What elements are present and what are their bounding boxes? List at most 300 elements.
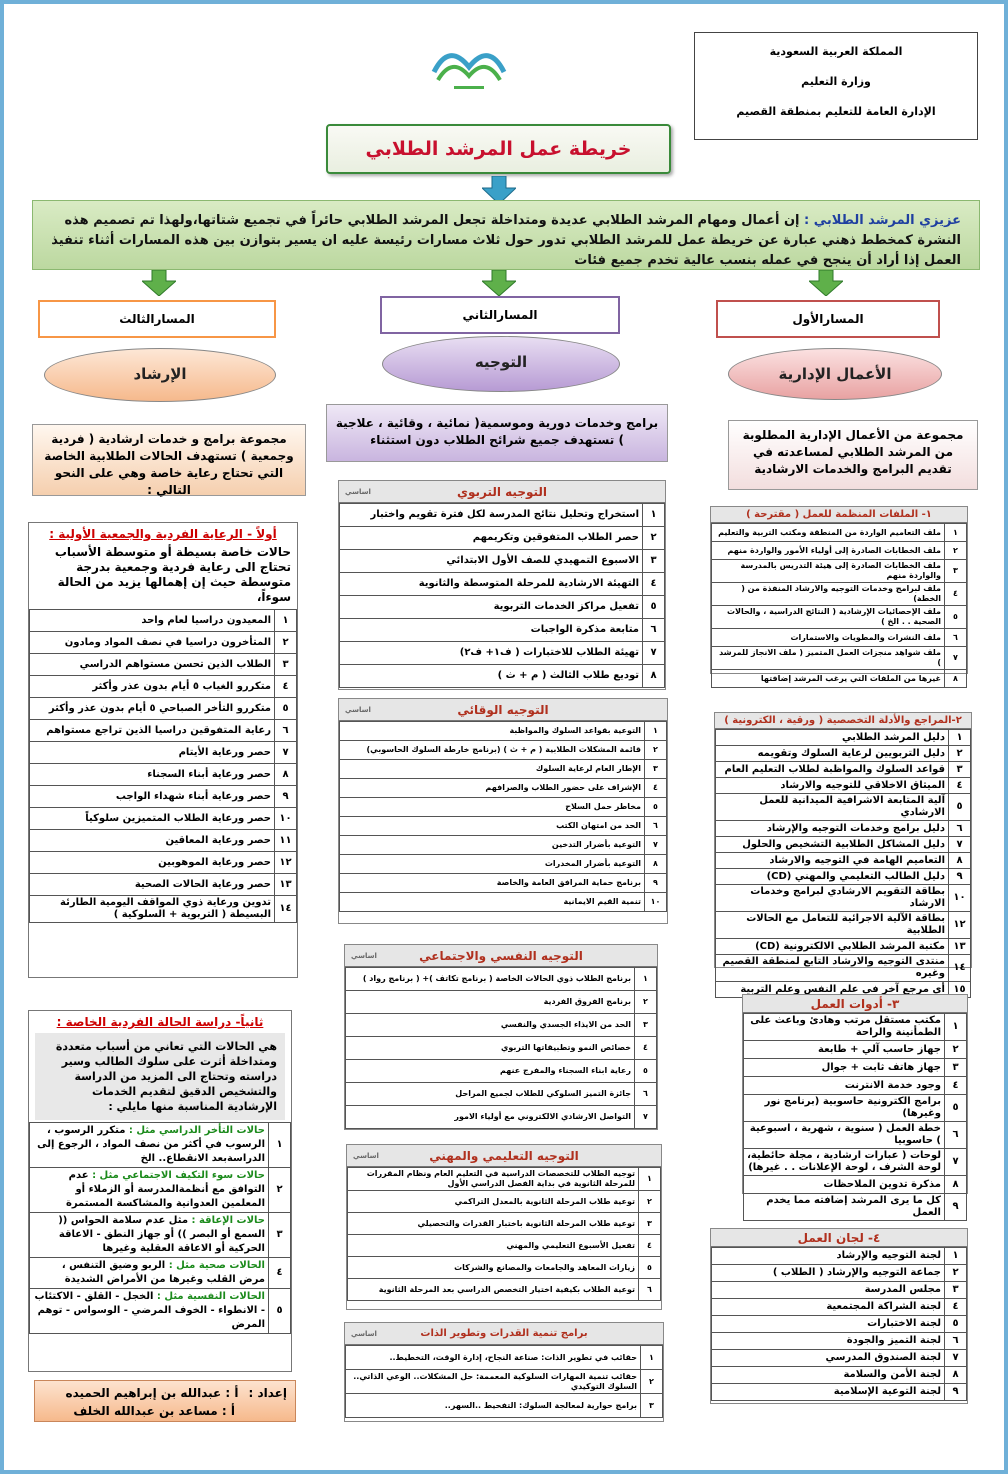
row-text: أي مرجع آخر في علم النفس وعلم التربية bbox=[716, 982, 949, 998]
row-text: جماعة التوجيه والإرشاد ( الطلاب ) bbox=[712, 1265, 945, 1282]
row-number: ١٢ bbox=[949, 912, 971, 939]
row-number: ١٣ bbox=[949, 939, 971, 955]
row-number: ١ bbox=[945, 524, 967, 542]
row-number: ٦ bbox=[635, 1083, 657, 1106]
prev-guidance-section bbox=[338, 698, 668, 924]
row-text: حقائب في تطوير الذات: صناعة النجاح، إدارة الوقت، التخطيط.. bbox=[346, 1346, 641, 1370]
table-row bbox=[712, 583, 967, 606]
table-row bbox=[346, 1394, 663, 1418]
row-number: ٥ bbox=[949, 794, 971, 821]
row-text: قواعد السلوك والمواظبة لطلاب التعليم العام bbox=[716, 762, 949, 778]
row-text: حصر الطلاب المتفوقين وتكريمهم bbox=[340, 527, 643, 550]
row-text: برنامج الفروق الفردية bbox=[346, 991, 635, 1014]
row-number: ٤ bbox=[275, 676, 297, 698]
files-title: ١- الملفات المنظمة للعمل ( مقترحة ) bbox=[711, 507, 967, 523]
path-1-oval: الأعمال الإدارية bbox=[728, 348, 942, 400]
row-number: ٣ bbox=[275, 654, 297, 676]
row-text: بطاقة الآلية الاجرائية للتعامل مع الحالات الطلابية bbox=[716, 912, 949, 939]
table-row bbox=[712, 606, 967, 629]
table-row bbox=[340, 874, 667, 893]
row-text: الاسبوع التمهيدي للصف الأول الابتدائي bbox=[340, 550, 643, 573]
row-number: ٦ bbox=[949, 821, 971, 837]
row-text: تفعيل مراكز الخدمات التربوية bbox=[340, 596, 643, 619]
intro-lead: عزيزي المرشد الطلابي : bbox=[804, 213, 961, 228]
row-number: ٦ bbox=[945, 629, 967, 647]
prev-guidance-title bbox=[339, 699, 667, 721]
files-table bbox=[711, 523, 967, 688]
row-text: وجود خدمة الانترنت bbox=[744, 1077, 945, 1095]
row-number: ٢ bbox=[269, 1168, 291, 1213]
row-text: دليل المشاكل الطلابية التشخيص والحلول bbox=[716, 837, 949, 853]
table-row bbox=[30, 742, 297, 764]
row-text: كل ما يرى المرشد إضافته مما يخدم العمل bbox=[744, 1194, 945, 1221]
row-number: ٣ bbox=[645, 760, 667, 779]
table-row bbox=[346, 1060, 657, 1083]
basic-tag: اساسي bbox=[353, 1152, 379, 1160]
table-row bbox=[716, 869, 971, 885]
table-row bbox=[712, 1333, 967, 1350]
path-3-oval: الإرشاد bbox=[44, 348, 276, 402]
row-text: خطة العمل ( سنوية ، شهرية ، اسبوعية ) حاسوبيا bbox=[744, 1122, 945, 1149]
row-text: برامج حوارية لمعالجة السلوك: التفحيط ..السهر.. bbox=[346, 1394, 641, 1418]
committees-table bbox=[711, 1247, 967, 1401]
row-number: ١ bbox=[945, 1014, 967, 1041]
row-number: ٣ bbox=[945, 1059, 967, 1077]
row-text: تفعيل الأسبوع التعليمي والمهني bbox=[348, 1235, 639, 1257]
path-2-oval: التوجيه bbox=[382, 336, 620, 392]
table-row bbox=[346, 991, 657, 1014]
row-text: مكتبة المرشد الطلابي الالكترونية (CD) bbox=[716, 939, 949, 955]
table-row bbox=[716, 853, 971, 869]
row-text: حصر ورعاية الموهوبين bbox=[30, 852, 275, 874]
row-number: ١٢ bbox=[275, 852, 297, 874]
row-text: مكتب مستقل مرتب وهادئ وباعث على الطمأنينة والراحة bbox=[744, 1014, 945, 1041]
row-text: ملف التعاميم الواردة من المنطقة ومكتب التربية والتعليم bbox=[712, 524, 945, 542]
row-text: آلية المتابعة الاشرافية الميدانية للعمل الارشادي bbox=[716, 794, 949, 821]
row-text: التواصل الارشادي الالكتروني مع أولياء الامور bbox=[346, 1106, 635, 1129]
case-examples: متكرر الرسوب ، الرسوب في أكثر من نصف المواد ، الرجوع إلى الدراسةبعد الانقطاع.. الخ bbox=[37, 1125, 265, 1164]
row-text: توديع طلاب الثالث ( م + ث ) bbox=[340, 665, 643, 688]
row-text: برامج الكترونية حاسوبية (برنامج نور وغيرها) bbox=[744, 1095, 945, 1122]
voc-guidance-heading: التوجيه التعليمي والمهني bbox=[429, 1149, 579, 1163]
ministry-logo-icon bbox=[424, 32, 514, 102]
row-text: دليل التربويين لرعاية السلوك وتقويمه bbox=[716, 746, 949, 762]
row-text: حصر ورعاية أبناء شهداء الواجب bbox=[30, 786, 275, 808]
row-number: ١٣ bbox=[275, 874, 297, 896]
row-text bbox=[30, 1258, 269, 1289]
row-text: لجنة التميز والجودة bbox=[712, 1333, 945, 1350]
row-number: ٥ bbox=[639, 1257, 661, 1279]
row-number: ١ bbox=[645, 722, 667, 741]
row-number: ٧ bbox=[645, 836, 667, 855]
table-row bbox=[716, 762, 971, 778]
row-text: الحد من الايذاء الجسدي والنفسي bbox=[346, 1014, 635, 1037]
table-row bbox=[744, 1014, 967, 1041]
tools-table bbox=[743, 1013, 967, 1221]
row-text: استخراج وتحليل نتائج المدرسة لكل فترة تقويم واختبار bbox=[340, 504, 643, 527]
table-row bbox=[744, 1059, 967, 1077]
row-text: الطلاب الذين تحسن مستواهم الدراسي bbox=[30, 654, 275, 676]
page-title: خريطة عمل المرشد الطلابي bbox=[326, 124, 671, 174]
row-number: ٣ bbox=[635, 1014, 657, 1037]
header-line-1: المملكة العربية السعودية bbox=[769, 45, 903, 58]
row-text: الميثاق الاخلاقي للتوجيه والارشاد bbox=[716, 778, 949, 794]
table-row bbox=[712, 1367, 967, 1384]
row-number: ٢ bbox=[945, 1265, 967, 1282]
row-text: لوحات ( عبارات ارشادية ، مجلة حائطية، لوحة الشرف ، لوحة الإعلانات . . غيرها) bbox=[744, 1149, 945, 1176]
path-3-desc: مجموعة برامج و خدمات ارشادية ( فردية وجمعية ) تستهدف الحالات الطلابية الخاصة التي تحتاج رعاية خاصة وهي على النحو التالي : bbox=[32, 424, 306, 496]
row-number: ٢ bbox=[945, 542, 967, 560]
row-text: حصر ورعاية أبناء السجناء bbox=[30, 764, 275, 786]
credits-label: إعداد : bbox=[248, 1386, 287, 1400]
table-row bbox=[744, 1176, 967, 1194]
table-row bbox=[30, 676, 297, 698]
row-number: ٥ bbox=[945, 606, 967, 629]
row-number: ٣ bbox=[641, 1394, 663, 1418]
row-number: ١ bbox=[641, 1346, 663, 1370]
row-number: ١١ bbox=[275, 830, 297, 852]
table-row bbox=[348, 1279, 661, 1301]
psy-guidance-heading: التوجيه النفسي والاجتماعي bbox=[419, 949, 583, 963]
table-row bbox=[744, 1077, 967, 1095]
basic-tag: اساسي bbox=[351, 1330, 377, 1338]
table-row bbox=[340, 817, 667, 836]
table-row bbox=[30, 896, 297, 923]
table-row bbox=[30, 1123, 291, 1168]
tools-title: ٣- أدوات العمل bbox=[743, 995, 967, 1013]
row-text: دليل المرشد الطلابي bbox=[716, 730, 949, 746]
row-text: دليل الطالب التعليمي والمهني (CD) bbox=[716, 869, 949, 885]
table-row bbox=[744, 1149, 967, 1176]
table-row bbox=[712, 1299, 967, 1316]
table-row bbox=[30, 1258, 291, 1289]
row-text: توعية طلاب المرحلة الثانوية بالمعدل التراكمي bbox=[348, 1191, 639, 1213]
table-row bbox=[30, 764, 297, 786]
row-text: جائزة التميز السلوكي للطلاب لجميع المراحل bbox=[346, 1083, 635, 1106]
table-row bbox=[346, 968, 657, 991]
table-row bbox=[340, 596, 665, 619]
table-row bbox=[340, 855, 667, 874]
table-row bbox=[712, 629, 967, 647]
row-number: ٣ bbox=[643, 550, 665, 573]
table-row bbox=[348, 1257, 661, 1279]
row-text: لجنة الاختبارات bbox=[712, 1316, 945, 1333]
row-text: دليل برامج وخدمات التوجيه والإرشاد bbox=[716, 821, 949, 837]
row-number: ٦ bbox=[643, 619, 665, 642]
arrow-down-icon bbox=[142, 270, 176, 296]
table-row bbox=[716, 746, 971, 762]
row-number: ٤ bbox=[945, 1299, 967, 1316]
row-number: ٨ bbox=[275, 764, 297, 786]
refs-title: ٢-المراجع والأدلة التخصصية ( ورقية ، الكترونية ) bbox=[715, 713, 971, 729]
arrow-down-icon bbox=[482, 270, 516, 296]
table-row bbox=[340, 798, 667, 817]
table-row bbox=[712, 1316, 967, 1333]
table-row bbox=[716, 885, 971, 912]
table-row bbox=[712, 1350, 967, 1367]
row-text: ملف الخطابات الصادرة إلى هيئة التدريس بالمدرسة والواردة منهم bbox=[712, 560, 945, 583]
row-number: ٦ bbox=[639, 1279, 661, 1301]
row-text: تنمية القيم الايمانية bbox=[340, 893, 645, 912]
row-text: لجنة التوعية الإسلامية bbox=[712, 1384, 945, 1401]
row-text: التهيئة الارشادية للمرحلة المتوسطة والثانوية bbox=[340, 573, 643, 596]
credits-author-1: أ : عبدالله بن إبراهيم الحميده bbox=[65, 1386, 239, 1400]
voc-guidance-title bbox=[347, 1145, 661, 1167]
case-type: الحالات صحية مثل : bbox=[168, 1260, 265, 1271]
row-number: ٧ bbox=[949, 837, 971, 853]
edu-guidance-section bbox=[338, 480, 666, 690]
row-number: ٦ bbox=[275, 720, 297, 742]
table-row bbox=[346, 1346, 663, 1370]
table-row bbox=[30, 1168, 291, 1213]
table-row bbox=[712, 670, 967, 688]
row-text: جهاز هاتف ثابت + جوال bbox=[744, 1059, 945, 1077]
edu-guidance-heading: التوجيه التربوي bbox=[456, 485, 548, 499]
row-text: لجنة الشراكة المجتمعية bbox=[712, 1299, 945, 1316]
committees-title: ٤- لجان العمل bbox=[711, 1229, 967, 1247]
table-row bbox=[340, 619, 665, 642]
row-text: ملف لبرامج وخدمات التوجيه والارشاد المنفذة من ( الخطة) bbox=[712, 583, 945, 606]
row-text: تهيئة الطلاب للاختبارات ( ف١+ ف٢) bbox=[340, 642, 643, 665]
path-2-desc: برامج وخدمات دورية وموسمية( نمائية ، وقائية ، علاجية ) تستهدف جميع شرائح الطلاب دون استثناء bbox=[326, 404, 668, 462]
row-text: الحد من امتهان الكتب bbox=[340, 817, 645, 836]
care-table bbox=[29, 609, 297, 923]
row-number: ١ bbox=[275, 610, 297, 632]
basic-tag: اساسي bbox=[345, 488, 371, 496]
row-number: ١ bbox=[269, 1123, 291, 1168]
row-number: ٨ bbox=[645, 855, 667, 874]
row-number: ٢ bbox=[645, 741, 667, 760]
table-row bbox=[712, 524, 967, 542]
row-number: ٤ bbox=[269, 1258, 291, 1289]
table-row bbox=[716, 821, 971, 837]
case-type: حالات الإعاقة : bbox=[191, 1215, 265, 1226]
row-number: ٦ bbox=[645, 817, 667, 836]
row-number: ٣ bbox=[949, 762, 971, 778]
arrow-down-icon bbox=[809, 270, 843, 296]
row-text: برنامج الطلاب ذوي الحالات الخاصة ( برنامج تكاتف )+ ( برنامج رواد ) bbox=[346, 968, 635, 991]
table-row bbox=[340, 573, 665, 596]
row-number: ١ bbox=[635, 968, 657, 991]
row-text: ملف الإحصائيات الإرشادية ( النتائج الدراسية ، والحالات الصحية . . الخ ) bbox=[712, 606, 945, 629]
path-1-label: المسارالأول bbox=[716, 300, 940, 338]
row-number: ٦ bbox=[945, 1122, 967, 1149]
table-row bbox=[744, 1095, 967, 1122]
dev-table bbox=[345, 1345, 663, 1418]
table-row bbox=[340, 779, 667, 798]
table-row bbox=[340, 665, 665, 688]
row-text: متكررو الغياب ٥ أيام بدون عذر وأكثر bbox=[30, 676, 275, 698]
row-number: ٧ bbox=[635, 1106, 657, 1129]
path-3-label: المسارالثالث bbox=[38, 300, 276, 338]
row-text: التوعية بأضرار المخدرات bbox=[340, 855, 645, 874]
row-text: التوعية بقواعد السلوك والمواظبة bbox=[340, 722, 645, 741]
path-1-desc: مجموعة من الأعمال الإدارية المطلوبة من المرشد الطلابي لمساعدته في تقديم البرامج والخدمات الارشادية bbox=[728, 420, 978, 490]
refs-table bbox=[715, 729, 971, 998]
table-row bbox=[348, 1213, 661, 1235]
row-number: ٩ bbox=[949, 869, 971, 885]
row-number: ٨ bbox=[945, 670, 967, 688]
row-number: ٩ bbox=[945, 1384, 967, 1401]
table-row bbox=[744, 1122, 967, 1149]
row-text: قائمة المشكلات الطلابية ( م + ث ) (برنامج خارطة السلوك الحاسوبي) bbox=[340, 741, 645, 760]
row-number: ٨ bbox=[949, 853, 971, 869]
table-row bbox=[30, 632, 297, 654]
row-number: ٤ bbox=[639, 1235, 661, 1257]
row-text: مخاطر حمل السلاح bbox=[340, 798, 645, 817]
row-text: الإشراف على حضور الطلاب والصرافهم bbox=[340, 779, 645, 798]
table-row bbox=[348, 1168, 661, 1191]
row-text: تدوين ورعاية ذوي المواقف اليومية الطارئة البسيطة ( التربوية + السلوكية ) bbox=[30, 896, 275, 923]
table-row bbox=[712, 647, 967, 670]
row-number: ٧ bbox=[945, 1149, 967, 1176]
table-row bbox=[340, 504, 665, 527]
table-row bbox=[716, 912, 971, 939]
row-text: ملف الخطابات الصادرة إلى أولياء الأمور والواردة منهم bbox=[712, 542, 945, 560]
voc-guidance-table bbox=[347, 1167, 661, 1301]
row-text: توعية طلاب المرحلة الثانوية باختبار القدرات والتحصيلي bbox=[348, 1213, 639, 1235]
row-number: ٨ bbox=[945, 1367, 967, 1384]
row-number: ٤ bbox=[949, 778, 971, 794]
table-row bbox=[716, 778, 971, 794]
table-row bbox=[30, 830, 297, 852]
row-text: لجنة الأمن والسلامة bbox=[712, 1367, 945, 1384]
case-examples: مثل عدم سلامة الحواس (( السمع أو البصر )) أو جهاز النطق - الاعاقة الحركية أو الاعاقة العقلية وغيرها bbox=[58, 1215, 265, 1254]
row-number: ٩ bbox=[645, 874, 667, 893]
table-row bbox=[340, 893, 667, 912]
row-number: ١٠ bbox=[949, 885, 971, 912]
row-number: ١٥ bbox=[949, 982, 971, 998]
row-number: ٧ bbox=[945, 1350, 967, 1367]
table-row bbox=[346, 1083, 657, 1106]
row-number: ٥ bbox=[645, 798, 667, 817]
header-box bbox=[694, 32, 978, 140]
row-number: ٥ bbox=[945, 1316, 967, 1333]
table-row bbox=[716, 837, 971, 853]
row-number: ٢ bbox=[641, 1370, 663, 1394]
row-number: ٢ bbox=[635, 991, 657, 1014]
table-row bbox=[30, 654, 297, 676]
credits-box bbox=[34, 1380, 296, 1422]
row-text bbox=[30, 1289, 269, 1334]
row-number: ٣ bbox=[945, 560, 967, 583]
row-number: ٥ bbox=[945, 1095, 967, 1122]
row-number: ١٤ bbox=[949, 955, 971, 982]
table-row bbox=[348, 1191, 661, 1213]
care-title: أولاً - الرعاية الفردية والجمعية الأولية : bbox=[29, 523, 297, 543]
table-row bbox=[30, 720, 297, 742]
table-row bbox=[30, 1213, 291, 1258]
intro-banner bbox=[32, 200, 980, 270]
table-row bbox=[712, 560, 967, 583]
case-type: حالات التأخر الدراسي مثل : bbox=[128, 1125, 265, 1136]
row-number: ٣ bbox=[639, 1213, 661, 1235]
row-number: ٦ bbox=[945, 1333, 967, 1350]
table-row bbox=[712, 1384, 967, 1401]
dev-title bbox=[345, 1323, 663, 1345]
table-row bbox=[340, 760, 667, 779]
case-type: الحالات النفسية مثل : bbox=[156, 1291, 265, 1302]
case-examples: الخجل - القلق - الاكتئاب - الانطواء - الخوف المرضي - الوسواس - توهم المرض bbox=[34, 1291, 265, 1330]
committees-section bbox=[710, 1228, 968, 1404]
table-row bbox=[340, 836, 667, 855]
row-number: ٢ bbox=[643, 527, 665, 550]
care-intro: حالات خاصة بسيطة أو متوسطة الأسباب تحتاج الى رعاية فردية وجمعية بدرجة متوسطة حيث إن إهمالها يزيد من الحالة سوءاً، bbox=[54, 545, 291, 604]
study-intro: هي الحالات التي تعاني من أسباب متعددة ومتداخلة أثرت على سلوك الطالب وسير دراسته وتحتاج الى المزيد من الدراسة والتشخيص الدقيق لتقديم الخدمات الإرشادية المناسبة منها مايلي : bbox=[35, 1033, 285, 1120]
row-text: لجنة الصندوق المدرسي bbox=[712, 1350, 945, 1367]
row-text: مجلس المدرسة bbox=[712, 1282, 945, 1299]
row-number: ١٤ bbox=[275, 896, 297, 923]
table-row bbox=[30, 698, 297, 720]
table-row bbox=[346, 1014, 657, 1037]
table-row bbox=[712, 1265, 967, 1282]
row-number: ٣ bbox=[945, 1282, 967, 1299]
row-text: توعية الطلاب بكيفية اختيار التخصص الدراسي بعد المرحلة الثانوية bbox=[348, 1279, 639, 1301]
row-text: ملف شواهد منجزات العمل المتميز ( ملف الانجاز للمرشد ) bbox=[712, 647, 945, 670]
row-number: ١ bbox=[643, 504, 665, 527]
table-row bbox=[30, 808, 297, 830]
refs-section bbox=[714, 712, 972, 995]
table-row bbox=[744, 1041, 967, 1059]
row-text: التوعية بأضرار التدخين bbox=[340, 836, 645, 855]
table-row bbox=[340, 642, 665, 665]
row-text: المتأخرون دراسيا في نصف المواد ومادون bbox=[30, 632, 275, 654]
row-text: جهاز حاسب آلي + طابعة bbox=[744, 1041, 945, 1059]
row-text: متكررو التأخر الصباحي ٥ أيام بدون عذر وأكثر bbox=[30, 698, 275, 720]
study-table bbox=[29, 1122, 291, 1334]
table-row bbox=[716, 730, 971, 746]
psy-guidance-section bbox=[344, 944, 658, 1130]
row-text: التعاميم الهامة في التوجيه والارشاد bbox=[716, 853, 949, 869]
table-row bbox=[712, 1248, 967, 1265]
row-number: ١ bbox=[639, 1168, 661, 1191]
row-number: ٢ bbox=[949, 746, 971, 762]
row-number: ٢ bbox=[275, 632, 297, 654]
row-text: منتدى التوجيه والارشاد التابع لمنطقة القصيم وغيره bbox=[716, 955, 949, 982]
study-title: ثانياً- دراسة الحالة الفردية الخاصة : bbox=[29, 1011, 291, 1031]
row-text: الإطار العام لرعاية السلوك bbox=[340, 760, 645, 779]
row-text: توجيه الطلاب للتخصصات الدراسية في التعليم العام ونظام المقررات للمرحلة الثانوية في بداية الفصل الدراسي الأول bbox=[348, 1168, 639, 1191]
row-text: مذكرة تدوين الملاحظات bbox=[744, 1176, 945, 1194]
row-number: ٣ bbox=[269, 1213, 291, 1258]
row-text bbox=[30, 1213, 269, 1258]
prev-guidance-heading: التوجيه الوقائي bbox=[457, 703, 549, 717]
table-row bbox=[346, 1106, 657, 1129]
tools-section bbox=[742, 994, 968, 1218]
row-number: ٥ bbox=[269, 1289, 291, 1334]
row-text: غيرها من الملفات التي يرغب المرشد إضافتها bbox=[712, 670, 945, 688]
table-row bbox=[30, 1289, 291, 1334]
row-text: حصر ورعاية الحالات الصحية bbox=[30, 874, 275, 896]
table-row bbox=[348, 1235, 661, 1257]
table-row bbox=[30, 610, 297, 632]
row-number: ٨ bbox=[945, 1176, 967, 1194]
table-row bbox=[716, 955, 971, 982]
row-text: بطاقة التقويم الارشادي لبرامج وخدمات الارشاد bbox=[716, 885, 949, 912]
psy-guidance-title bbox=[345, 945, 657, 967]
row-text: المعيدون دراسيا لعام واحد bbox=[30, 610, 275, 632]
table-row bbox=[340, 550, 665, 573]
table-row bbox=[716, 794, 971, 821]
row-number: ١ bbox=[945, 1248, 967, 1265]
row-number: ٢ bbox=[945, 1041, 967, 1059]
row-text: برنامج حماية المرافق العامة والخاصة bbox=[340, 874, 645, 893]
edu-guidance-title bbox=[339, 481, 665, 503]
row-number: ٩ bbox=[945, 1194, 967, 1221]
row-text: حقائب تنمية المهارات السلوكية المعممة: حل المشكلات.. الوعي الذاتي.. السلوك التوكيدي bbox=[346, 1370, 641, 1394]
row-number: ٥ bbox=[275, 698, 297, 720]
table-row bbox=[340, 527, 665, 550]
